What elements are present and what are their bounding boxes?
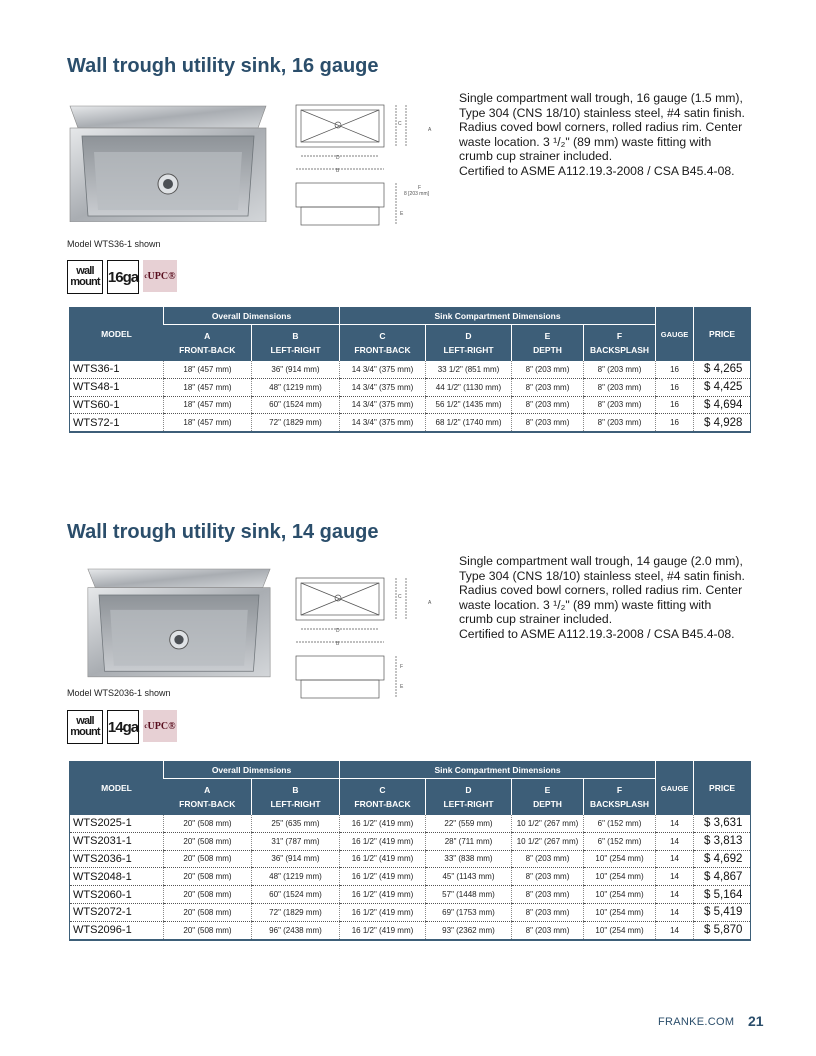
left-right-sink-cell: 44 1/2" (1130 mm) [426,378,512,396]
col-label: FRONT-BACK [354,799,411,809]
left-right-overall-cell: 48" (1219 mm) [252,868,340,886]
description-line: Certified to ASME A112.19.3-2008 / CSA B45.4-08. [459,626,735,641]
table-row [70,850,751,868]
front-back-sink-cell: 16 1/2" (419 mm) [340,886,426,904]
description-line: Radius coved bowl corners, rolled radius rim. Center [459,120,743,135]
col-letter: D [465,331,472,341]
badge-row [67,710,177,744]
description-line: crumb cup strainer included. [459,612,613,627]
price-cell: $ 3,631 [694,815,751,832]
left-right-sink-cell: 93" (2362 mm) [426,921,512,939]
col-letter: B [292,331,299,341]
col-label: FRONT-BACK [179,345,236,355]
backsplash-cell: 10" (254 mm) [584,921,656,939]
wall-mount-badge [67,260,103,294]
description-line: waste location. 3 ¹/₂" (89 mm) waste fitting with [459,134,712,149]
front-back-overall-cell: 20" (508 mm) [164,832,252,850]
description-line: waste location. 3 ¹/₂" (89 mm) waste fitting with [459,597,712,612]
price-cell: $ 4,265 [694,361,751,378]
wall-mount-line2: mount [70,276,100,288]
col-letter: C [379,785,386,795]
left-right-sink-cell: 68 1/2" (1740 mm) [426,414,512,432]
model-cell: WTS2096-1 [70,921,164,939]
header-col-b [252,779,340,816]
table-row [70,396,751,414]
left-right-overall-cell: 96" (2438 mm) [252,921,340,939]
gauge-cell: 14 [656,850,694,868]
photo-caption: Model WTS2036-1 shown [67,688,171,698]
left-right-sink-cell: 22" (559 mm) [426,815,512,832]
page-number: 21 [748,1013,764,1029]
model-cell: WTS48-1 [70,378,164,396]
section-title: Wall trough utility sink, 14 gauge [67,521,379,543]
front-back-sink-cell: 16 1/2" (419 mm) [340,903,426,921]
dim-label-e: E [400,211,404,217]
header-col-d [426,779,512,816]
backsplash-cell: 10" (254 mm) [584,868,656,886]
model-cell: WTS72-1 [70,414,164,432]
dim-label-f: F [418,185,422,191]
front-back-sink-cell: 14 3/4" (375 mm) [340,396,426,414]
description-line: Single compartment wall trough, 16 gauge (1.5 mm), [459,91,743,105]
description-line: Type 304 (CNS 18/10) stainless steel, #4 satin finish. [459,105,745,120]
left-right-overall-cell: 72" (1829 mm) [252,414,340,432]
depth-cell: 8" (203 mm) [512,921,584,939]
dim-label-d: D [336,155,340,161]
dim-label-f: F [400,664,404,670]
header-price: PRICE [694,761,751,815]
backsplash-cell: 10" (254 mm) [584,850,656,868]
table-row [70,361,751,378]
backsplash-cell: 8" (203 mm) [584,396,656,414]
dimension-drawing [292,103,444,231]
dim-label-f-note: 8 [203 mm] [404,191,430,197]
col-label: LEFT-RIGHT [443,799,494,809]
front-back-sink-cell: 14 3/4" (375 mm) [340,414,426,432]
backsplash-cell: 8" (203 mm) [584,378,656,396]
depth-cell: 8" (203 mm) [512,378,584,396]
col-letter: E [544,785,551,795]
dim-label-a: A [428,600,432,606]
dim-label-e: E [400,684,404,690]
col-letter: C [379,331,386,341]
depth-cell: 8" (203 mm) [512,868,584,886]
left-right-sink-cell: 33 1/2" (851 mm) [426,361,512,378]
header-model: MODEL [70,307,164,361]
left-right-overall-cell: 60" (1524 mm) [252,396,340,414]
footer-brand-link[interactable]: FRANKE.COM [658,1016,735,1028]
header-group-overall: Overall Dimensions [164,307,340,325]
header-group-overall: Overall Dimensions [164,761,340,779]
description-line: Single compartment wall trough, 14 gauge (2.0 mm), [459,554,743,568]
header-group-sink: Sink Compartment Dimensions [340,761,656,779]
gauge-cell: 14 [656,815,694,832]
gauge-cell: 14 [656,868,694,886]
model-cell: WTS60-1 [70,396,164,414]
sink-photo [86,563,272,681]
header-col-a [164,779,252,816]
header-group-sink: Sink Compartment Dimensions [340,307,656,325]
left-right-overall-cell: 25" (635 mm) [252,815,340,832]
depth-cell: 10 1/2" (267 mm) [512,832,584,850]
upc-prefix: c [144,722,148,730]
price-cell: $ 4,694 [694,396,751,414]
header-col-c [340,325,426,362]
col-label: DEPTH [533,799,562,809]
front-back-overall-cell: 20" (508 mm) [164,850,252,868]
gauge-cell: 16 [656,361,694,378]
price-cell: $ 5,419 [694,903,751,921]
model-cell: WTS2072-1 [70,903,164,921]
front-back-sink-cell: 14 3/4" (375 mm) [340,378,426,396]
gauge-cell: 14 [656,921,694,939]
front-back-overall-cell: 20" (508 mm) [164,868,252,886]
dim-label-c: C [398,594,402,600]
description-line: Type 304 (CNS 18/10) stainless steel, #4 satin finish. [459,568,745,583]
dim-label-b: B [336,168,340,174]
table-row [70,832,751,850]
dim-label-d: D [336,628,340,634]
model-cell: WTS36-1 [70,361,164,378]
header-gauge: GAUGE [656,761,694,815]
gauge-cell: 16 [656,414,694,432]
gauge-cell: 16 [656,396,694,414]
product-description [459,554,759,642]
backsplash-cell: 10" (254 mm) [584,886,656,904]
table-row [70,921,751,939]
badge-row [67,260,177,294]
backsplash-cell: 6" (152 mm) [584,832,656,850]
table-row [70,886,751,904]
left-right-overall-cell: 36" (914 mm) [252,361,340,378]
description-line: Radius coved bowl corners, rolled radius rim. Center [459,583,743,598]
left-right-sink-cell: 57" (1448 mm) [426,886,512,904]
table-row [70,815,751,832]
header-col-c [340,779,426,816]
product-description [459,91,759,179]
front-back-overall-cell: 20" (508 mm) [164,903,252,921]
model-cell: WTS2060-1 [70,886,164,904]
left-right-overall-cell: 31" (787 mm) [252,832,340,850]
depth-cell: 8" (203 mm) [512,361,584,378]
depth-cell: 8" (203 mm) [512,903,584,921]
front-back-sink-cell: 16 1/2" (419 mm) [340,868,426,886]
spec-table [69,307,751,433]
left-right-overall-cell: 72" (1829 mm) [252,903,340,921]
depth-cell: 10 1/2" (267 mm) [512,815,584,832]
front-back-overall-cell: 18" (457 mm) [164,396,252,414]
header-model: MODEL [70,761,164,815]
header-col-f [584,325,656,362]
left-right-overall-cell: 48" (1219 mm) [252,378,340,396]
price-cell: $ 4,692 [694,850,751,868]
backsplash-cell: 8" (203 mm) [584,414,656,432]
upc-prefix: c [144,272,148,280]
left-right-sink-cell: 45" (1143 mm) [426,868,512,886]
header-col-f [584,779,656,816]
price-cell: $ 5,870 [694,921,751,939]
left-right-sink-cell: 69" (1753 mm) [426,903,512,921]
col-letter: F [616,785,623,795]
upc-certification-badge [143,260,177,292]
gauge-cell: 14 [656,832,694,850]
spec-table [69,761,751,941]
upc-certification-badge [143,710,177,742]
header-col-e [512,779,584,816]
col-label: FRONT-BACK [179,799,236,809]
col-label: DEPTH [533,345,562,355]
upc-mark: UPC® [147,720,176,732]
table-row [70,868,751,886]
model-cell: WTS2031-1 [70,832,164,850]
price-cell: $ 5,164 [694,886,751,904]
table-row [70,903,751,921]
col-label: BACKSPLASH [590,799,650,809]
depth-cell: 8" (203 mm) [512,414,584,432]
section-title: Wall trough utility sink, 16 gauge [67,55,379,77]
col-letter: A [204,785,211,795]
description-line: crumb cup strainer included. [459,149,613,164]
header-col-b [252,325,340,362]
photo-caption: Model WTS36-1 shown [67,239,161,249]
dim-label-a: A [428,127,432,133]
left-right-sink-cell: 33" (838 mm) [426,850,512,868]
price-cell: $ 4,928 [694,414,751,432]
front-back-overall-cell: 18" (457 mm) [164,414,252,432]
header-col-e [512,325,584,362]
price-cell: $ 4,425 [694,378,751,396]
col-letter: D [465,785,472,795]
spec-table-body [70,361,751,432]
col-letter: B [292,785,299,795]
price-cell: $ 4,867 [694,868,751,886]
front-back-sink-cell: 16 1/2" (419 mm) [340,850,426,868]
col-label: LEFT-RIGHT [270,345,321,355]
col-letter: F [616,331,623,341]
gauge-cell: 14 [656,886,694,904]
backsplash-cell: 10" (254 mm) [584,903,656,921]
price-cell: $ 3,813 [694,832,751,850]
front-back-sink-cell: 16 1/2" (419 mm) [340,832,426,850]
dimension-drawing [292,576,444,704]
gauge-badge: 16ga [107,260,139,294]
wall-mount-line2: mount [70,726,100,738]
gauge-badge: 14ga [107,710,139,744]
table-row [70,414,751,432]
gauge-cell: 14 [656,903,694,921]
wall-mount-line1: wall [76,265,94,277]
left-right-overall-cell: 36" (914 mm) [252,850,340,868]
header-col-d [426,325,512,362]
front-back-sink-cell: 16 1/2" (419 mm) [340,815,426,832]
col-label: FRONT-BACK [354,345,411,355]
col-label: BACKSPLASH [590,345,650,355]
dim-label-c: C [398,121,402,127]
col-letter: A [204,331,211,341]
front-back-sink-cell: 14 3/4" (375 mm) [340,361,426,378]
model-cell: WTS2048-1 [70,868,164,886]
model-cell: WTS2036-1 [70,850,164,868]
front-back-overall-cell: 18" (457 mm) [164,378,252,396]
front-back-sink-cell: 16 1/2" (419 mm) [340,921,426,939]
header-price: PRICE [694,307,751,361]
col-letter: E [544,331,551,341]
backsplash-cell: 8" (203 mm) [584,361,656,378]
backsplash-cell: 6" (152 mm) [584,815,656,832]
gauge-cell: 16 [656,378,694,396]
wall-mount-line1: wall [76,715,94,727]
wall-mount-badge [67,710,103,744]
header-col-a [164,325,252,362]
upc-mark: UPC® [147,270,176,282]
left-right-overall-cell: 60" (1524 mm) [252,886,340,904]
description-line: Certified to ASME A112.19.3-2008 / CSA B45.4-08. [459,163,735,178]
front-back-overall-cell: 20" (508 mm) [164,815,252,832]
col-label: LEFT-RIGHT [270,799,321,809]
left-right-sink-cell: 56 1/2" (1435 mm) [426,396,512,414]
front-back-overall-cell: 18" (457 mm) [164,361,252,378]
dim-label-b: B [336,641,340,647]
front-back-overall-cell: 20" (508 mm) [164,886,252,904]
depth-cell: 8" (203 mm) [512,850,584,868]
table-row [70,378,751,396]
header-gauge: GAUGE [656,307,694,361]
col-label: LEFT-RIGHT [443,345,494,355]
front-back-overall-cell: 20" (508 mm) [164,921,252,939]
spec-table-body [70,815,751,940]
depth-cell: 8" (203 mm) [512,886,584,904]
model-cell: WTS2025-1 [70,815,164,832]
depth-cell: 8" (203 mm) [512,396,584,414]
left-right-sink-cell: 28" (711 mm) [426,832,512,850]
sink-photo [68,104,268,222]
